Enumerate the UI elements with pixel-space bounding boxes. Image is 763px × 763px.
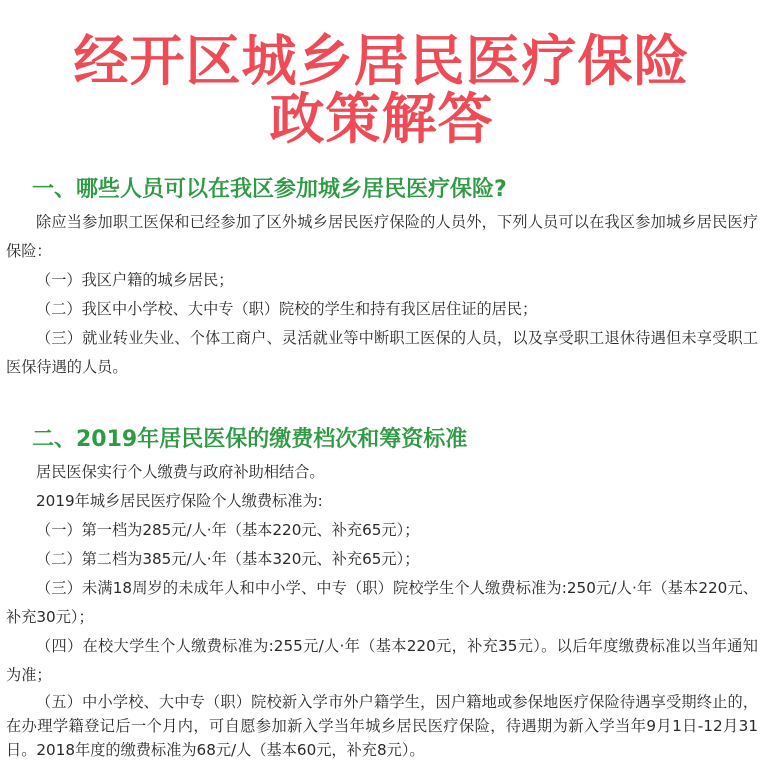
document-title-line-2: 政策解答 xyxy=(269,87,494,151)
section-2-heading: 二、2019年居民医保的缴费档次和筹资标准 xyxy=(32,427,468,452)
document-title-line-1: 经开区城乡居民医疗保险 xyxy=(73,29,690,93)
section-1-item-1: （一）我区户籍的城乡居民； xyxy=(36,271,234,289)
section-2-intro-1: 居民医保实行个人缴费与政府补助相结合。 xyxy=(36,463,325,481)
section-2-item-4: （四）在校大学生个人缴费标准为:255元/人·年（基本220元，补充35元）。以后年度缴费标准以当年通知为准； xyxy=(6,637,758,684)
section-1-item-2: （二）我区中小学校、大中专（职）院校的学生和持有我区居住证的居民； xyxy=(36,300,538,318)
section-2-item-3: （三）未满18周岁的未成年人和中小学、中专（职）院校学生个人缴费标准为:250元/人·年（基本220元、补充30元）； xyxy=(6,579,758,626)
section-2-intro-2: 2019年城乡居民医疗保险个人缴费标准为: xyxy=(36,492,323,510)
section-1-item-3: （三）就业转业失业、个体工商户、灵活就业等中断职工医保的人员，以及享受职工退休待遇但未享受职工医保待遇的人员。 xyxy=(6,329,758,376)
section-2-item-1: （一）第一档为285元/人·年（基本220元、补充65元）； xyxy=(36,521,420,539)
section-1-intro: 除应当参加职工医保和已经参加了区外城乡居民医疗保险的人员外，下列人员可以在我区参加城乡居民医疗保险： xyxy=(6,213,758,260)
section-1-heading: 一、哪些人员可以在我区参加城乡居民医疗保险? xyxy=(32,177,507,202)
section-2-item-2: （二）第二档为385元/人·年（基本320元、补充65元）； xyxy=(36,550,420,568)
section-2-item-5: （五）中小学校、大中专（职）院校新入学市外户籍学生，因户籍地或参保地医疗保险待遇享受期终止的，在办理学籍登记后一个月内，可自愿参加新入学当年城乡居民医疗保险，待遇期为新入学当年9月1日-12月31日。2018年度的缴费标准为68元/人（基本60元，补充8元）。 xyxy=(6,693,758,759)
